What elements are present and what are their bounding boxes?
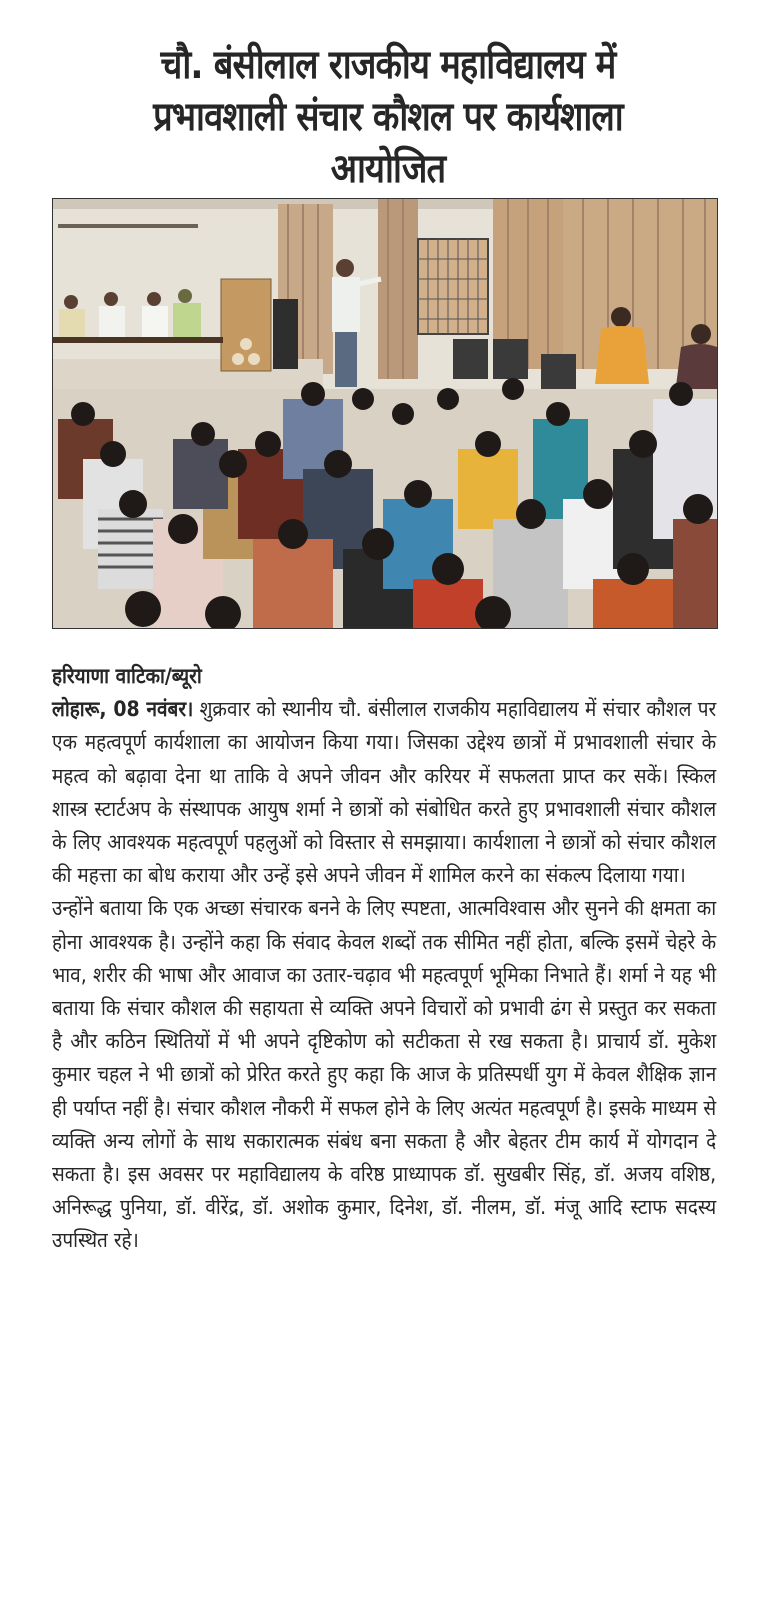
news-photo <box>52 198 718 629</box>
byline: हरियाणा वाटिका/ब्यूरो <box>52 664 202 688</box>
article-paragraph-2: उन्होंने बताया कि एक अच्छा संचारक बनने के लिए स्पष्टता, आत्मविश्वास और सुनने की क्षमता का होना आवश्यक है। उन्होंने कहा कि संवाद केवल शब्दों तक सीमित नहीं होता, बल्कि इसमें चेहरे के भाव, शरीर की भाषा और आवाज का उतार-चढ़ाव भी महत्वपूर्ण भूमिका निभाते हैं। शर्मा ने यह भी बताया कि संचार कौशल की सहायता से व्यक्ति अपने विचारों को प्रभावी ढंग से प्रस्तुत कर सकता है और कठिन स्थितियों में भी अपने दृष्टिकोण को सटीकता से रख सकता है। प्राचार्य डॉ. मुकेश कुमार चहल ने भी छात्रों को प्रेरित करते हुए कहा कि आज के प्रतिस्पर्धी युग में केवल शैक्षिक ज्ञान ही पर्याप्त नहीं है। संचार कौशल नौकरी में सफल होने के लिए अत्यंत महत्वपूर्ण है। इसके माध्यम से व्यक्ति अन्य लोगों के साथ सकारात्मक संबंध बना सकता है और बेहतर टीम कार्य में योगदान दे सकता है। इस अवसर पर महाविद्यालय के वरिष्ठ प्राध्यापक डॉ. सुखबीर सिंह, डॉ. अजय वशिष्ठ, अनिरूद्ध पुनिया, डॉ. वीरेंद्र, डॉ. अशोक कुमार, दिनेश, डॉ. नीलम, डॉ. मंजू आदि स्टाफ सदस्य उपस्थित रहे। <box>52 896 717 1253</box>
headline-line-2: प्रभावशाली संचार कौशल पर कार्यशाला <box>153 93 623 140</box>
headline-line-3: आयोजित <box>330 145 446 192</box>
headline-line-1: चौ. बंसीलाल राजकीय महाविद्यालय में <box>160 41 616 88</box>
dateline: लोहारू, 08 नवंबर। <box>52 697 194 722</box>
workshop-photo-illustration <box>53 199 717 628</box>
headline <box>89 39 688 195</box>
paragraph-1-text: शुक्रवार को स्थानीय चौ. बंसीलाल राजकीय महाविद्यालय में संचार कौशल पर एक महत्वपूर्ण कार्यशाला का आयोजन किया गया। जिसका उद्देश्य छात्रों में प्रभावशाली संचार के महत्व को बढ़ावा देना था ताकि वे अपने जीवन और करियर में सफलता प्राप्त कर सकें। स्किल शास्त्र स्टार्टअप के संस्थापक आयुष शर्मा ने छात्रों को संबोधित करते हुए प्रभावशाली संचार कौशल के लिए आवश्यक महत्वपूर्ण पहलुओं को विस्तार से समझाया। कार्यशाला ने छात्रों को संचार कौशल की महत्ता का बोध कराया और उन्हें इसे अपने जीवन में शामिल करने का संकल्प दिलाया गया। <box>52 697 717 888</box>
article-body <box>52 660 716 1258</box>
article-paragraph-1 <box>52 693 716 892</box>
